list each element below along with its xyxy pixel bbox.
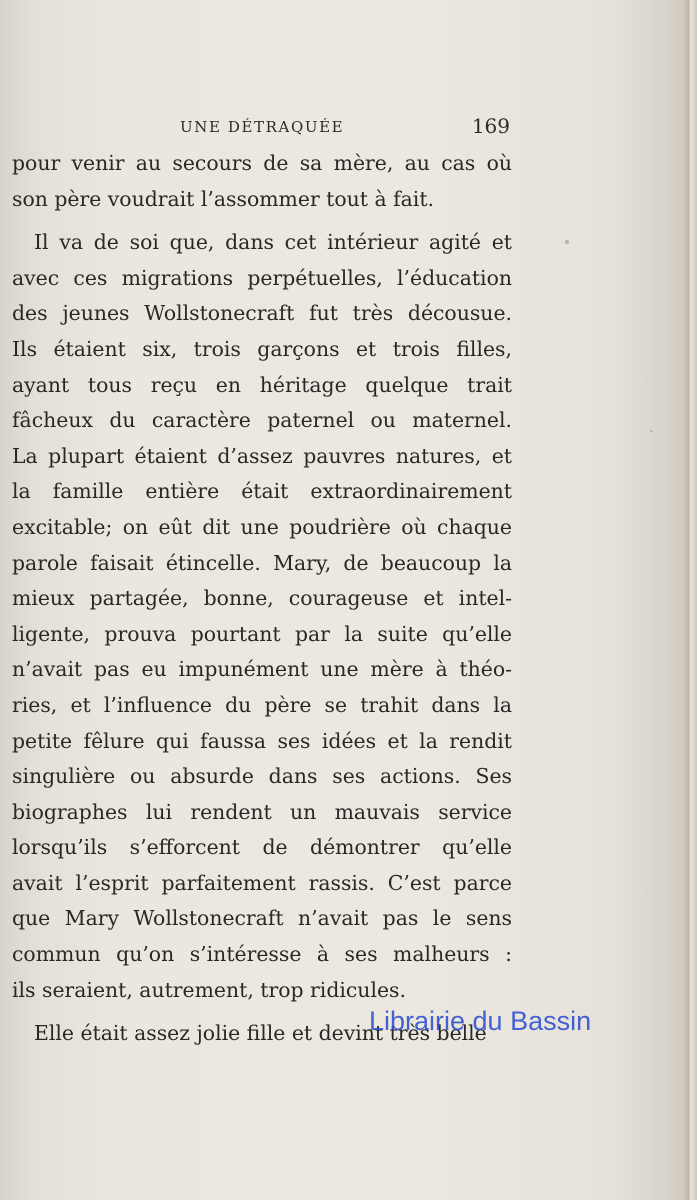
text-line: singulière ou absurde dans ses actions. Ses: [12, 764, 512, 789]
text-line: que Mary Wollstonecraft n’avait pas le sens: [12, 906, 512, 931]
running-title: UNE DÉTRAQUÉE: [180, 118, 345, 136]
text-line: commun qu’on s’intéresse à ses malheurs :: [12, 942, 512, 967]
text-line: ayant tous reçu en héritage quelque trait: [12, 372, 512, 397]
text-line: Ils étaient six, trois garçons et trois filles,: [12, 336, 512, 361]
paragraph-gap: [12, 217, 512, 225]
text-line: Elle était assez jolie fille et devint très belle: [34, 1021, 487, 1046]
paper-speck: [565, 240, 569, 244]
text-line: avait l’esprit parfaitement rassis. C’est parce: [12, 870, 512, 895]
paper-speck: [650, 430, 653, 432]
text-line: excitable; on eût dit une poudrière où chaque: [12, 514, 512, 539]
text-line: lorsqu’ils s’efforcent de démontrer qu’elle: [12, 835, 512, 860]
text-line: avec ces migrations perpétuelles, l’éducation: [12, 265, 512, 290]
text-line: pour venir au secours de sa mère, au cas où: [12, 151, 512, 175]
text-line: fâcheux du caractère paternel ou maternel.: [12, 408, 512, 433]
text-line: des jeunes Wollstonecraft fut très décousue.: [12, 301, 512, 326]
text-line: ligente, prouva pourtant par la suite qu’elle: [12, 621, 512, 646]
text-line: la famille entière était extraordinairement: [12, 479, 512, 504]
text-line: La plupart étaient d’assez pauvres natures, et: [12, 443, 512, 468]
text-line: parole faisait étincelle. Mary, de beaucoup la: [12, 550, 512, 575]
text-line: ils seraient, autrement, trop ridicules.: [12, 977, 406, 1002]
text-line: biographes lui rendent un mauvais service: [12, 799, 512, 824]
text-line: Il va de soi que, dans cet intérieur agité et: [34, 230, 512, 255]
watermark-text: Librairie du Bassin: [369, 1006, 592, 1036]
page-number: 169: [471, 114, 510, 138]
text-line: n’avait pas eu impunément une mère à théo-: [12, 657, 512, 682]
paragraph: [12, 146, 512, 217]
body-text: [12, 146, 512, 1052]
paragraph: [12, 225, 512, 1008]
text-line: mieux partagée, bonne, courageuse et intel-: [12, 586, 512, 611]
text-line: petite fêlure qui faussa ses idées et la rendit: [12, 728, 512, 753]
text-line: ries, et l’influence du père se trahit dans la: [12, 692, 512, 717]
running-head: [180, 114, 510, 142]
text-line: son père voudrait l’assommer tout à fait.: [12, 186, 435, 211]
page-edge: [683, 0, 697, 1200]
